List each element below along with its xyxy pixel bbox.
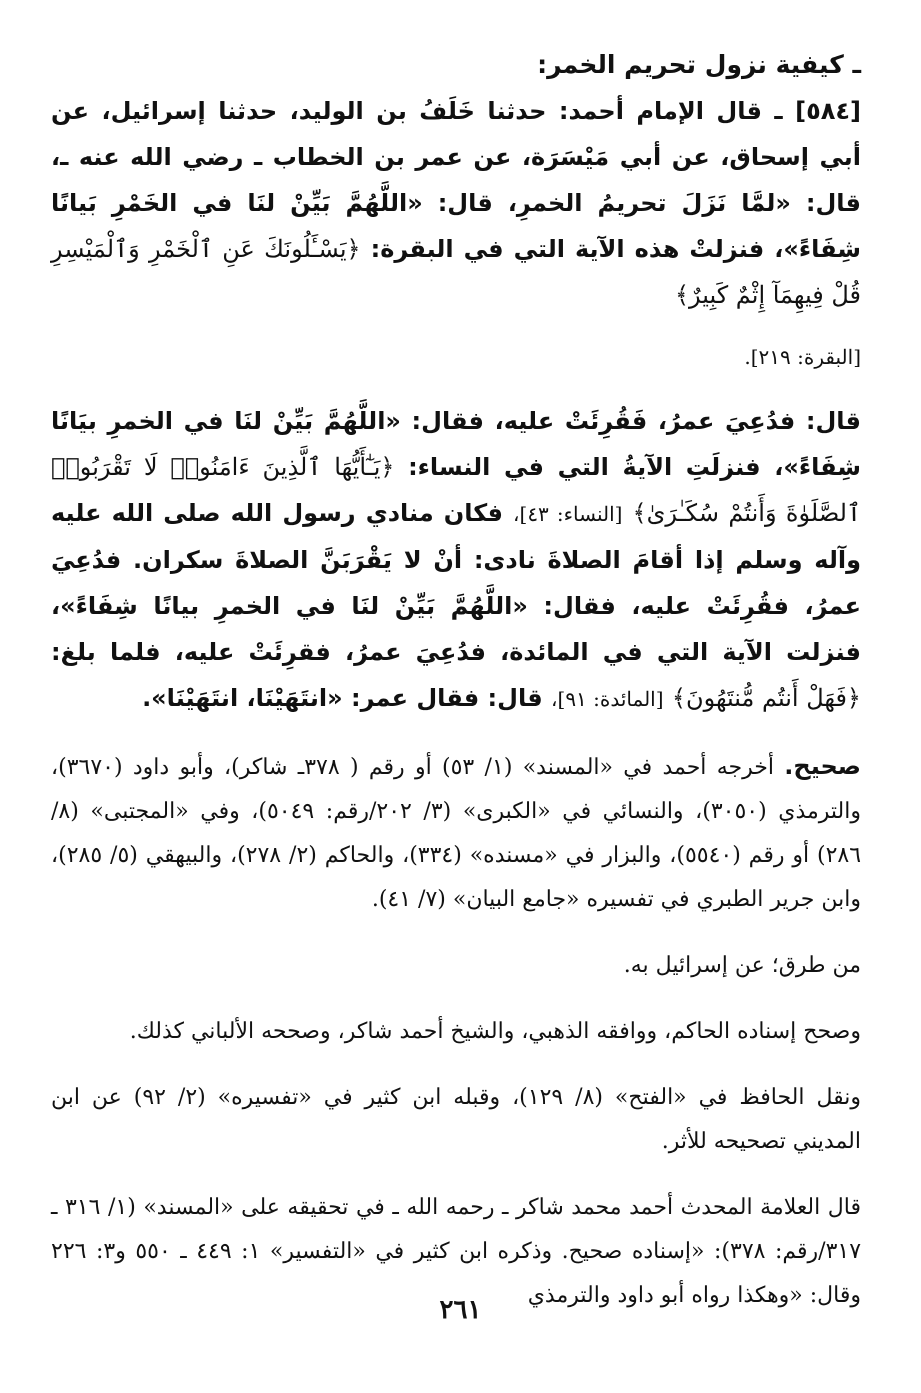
paragraph-ibn-madini: ونقل الحافظ في «الفتح» (٨/ ١٢٩)، وقبله ابن كثير في «تفسيره» (٢/ ٩٢) عن ابن المديني تصحيحه للأثر. <box>51 1085 861 1154</box>
paragraph-shakir: قال العلامة المحدث أحمد محمد شاكر ـ رحمه الله ـ في تحقيقه على «المسند» (١/ ٣١٦ ـ ٣١٧/رقم: ٣٧٨): «إسناده صحيح. وذكره ابن كثير في «التفسير» ١: ٤٤٩ ـ ٥٥٠ و٣: ٢٢٦ وقال: «وهكذا رواه أبو داود والترمذي <box>51 1195 862 1308</box>
section-heading: ـ كيفية نزول تحريم الخمر: <box>537 50 861 79</box>
quran-reference-nisa: [النساء: ٤٣]، <box>513 502 623 526</box>
hadith-text-part1: [٥٨٤] ـ قال الإمام أحمد: حدثنا خَلَفُ بن الوليد، حدثنا إسرائيل، عن أبي إسحاق، عن أبي مَيْسَرَة، عن عمر بن الخطاب ـ رضي الله عنه ـ، قال: «لمَّا نَزَلَ تحريمُ الخمرِ، قال: «اللَّهُمَّ بَيِّنْ لنَا في الخَمْرِ بَيانًا شِفَاءً»، فنزلتْ هذه الآية التي في البقرة: <box>51 97 861 263</box>
hadith-text-part3: فكان منادي رسول الله صلى الله عليه وآله وسلم إذا أقامَ الصلاةَ نادى: أنْ لا يَقْرَبَنَّ الصلاةَ سكران. فدُعِيَ عمرُ، فقُرِئَتْ عليه، فقال: «اللَّهُمَّ بَيِّنْ لنَا في الخمرِ بيانًا شِفَاءً»، فنزلت الآية التي في المائدة، فدُعِيَ عمرُ، فقرِئَتْ عليه، فلما بلغ: <box>51 499 861 666</box>
document-page <box>51 42 861 1340</box>
hadith-584-continued <box>51 398 861 722</box>
takhrij-paragraph <box>51 744 861 922</box>
quran-reference-maidah: [المائدة: ٩١]، <box>551 687 664 711</box>
grade-label: صحيح. <box>784 752 861 780</box>
quran-verse-nisa: ﴿يَـٰٓأَيُّهَا ٱلَّذِينَ ءَامَنُوا۟ لَا تَقْرَبُوا۟ ٱلصَّلَوٰةَ وَأَنتُمْ سُكَـٰرَىٰ﴾ <box>51 453 862 527</box>
quran-verse-maidah: ﴿فَهَلْ أَنتُم مُّنتَهُونَ﴾ <box>671 684 861 712</box>
quran-reference-baqarah: [البقرة: ٢١٩]. <box>744 345 861 369</box>
quran-verse-baqarah: ﴿يَسْـَٔلُونَكَ عَنِ ٱلْخَمْرِ وَٱلْمَيْسِرِ قُلْ فِيهِمَآ إِثْمٌ كَبِيرٌ﴾ <box>51 235 861 309</box>
hadith-584 <box>51 88 861 318</box>
hadith-text-part4: قال: فقال عمر: «انتَهَيْنَا، انتَهَيْنَا». <box>142 684 543 712</box>
hadith-text-part2: قال: فدُعِيَ عمرُ، فَقُرِئَتْ عليه، فقال: «اللَّهُمَّ بَيِّنْ لنَا في الخمرِ بيَانًا شِفَاءً»، فنزلَتِ الآيةُ التي في النساء: <box>51 407 862 481</box>
paragraph-authentication: وصحح إسناده الحاكم، ووافقه الذهبي، والشيخ أحمد شاكر، وصححه الألباني كذلك. <box>129 1019 861 1044</box>
paragraph-routes: من طرق؛ عن إسرائيل به. <box>623 953 861 978</box>
hadith-paragraph-2 <box>51 398 861 722</box>
page-number: ٢٦١ <box>439 1295 482 1325</box>
takhrij-text: أخرجه أحمد في «المسند» (١/ ٥٣) أو رقم ( ٣٧٨ـ شاكر)، وأبو داود (٣٦٧٠)، والترمذي (٣٠٥٠)، والنسائي في «الكبرى» (٣/ ٢٠٢/رقم: ٥٠٤٩)، وفي «المجتبى» (٨/ ٢٨٦) أو رقم (٥٥٤٠)، والبزار في «مسنده» (٣٣٤)، والحاكم (٢/ ٢٧٨)، والبيهقي (٥/ ٢٨٥)، وابن جرير الطبري في تفسيره «جامع البيان» (٧/ ٤١). <box>51 755 862 912</box>
hadith-paragraph-1 <box>51 88 861 318</box>
